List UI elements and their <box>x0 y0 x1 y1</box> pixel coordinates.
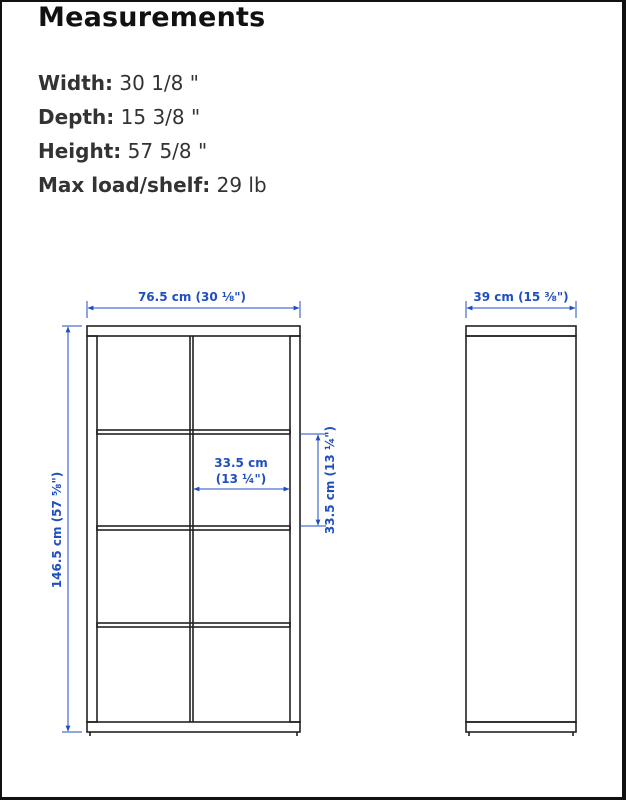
side-panel <box>466 336 576 722</box>
side-view <box>466 326 576 736</box>
spec-value: 57 5/8 " <box>127 139 208 163</box>
side-bottom-panel <box>466 722 576 732</box>
page-title: Measurements <box>38 2 266 33</box>
front-bottom-panel <box>87 722 300 732</box>
spec-label: Width: <box>38 71 114 95</box>
side-top-panel <box>466 326 576 336</box>
spec-label: Depth: <box>38 105 115 129</box>
spec-label: Height: <box>38 139 122 163</box>
front-top-panel <box>87 326 300 336</box>
front-right-side <box>290 336 300 722</box>
compartment-width-label-in: (13 ¼") <box>215 472 267 486</box>
total-height-label: 146.5 cm (57 ⅝") <box>50 471 64 589</box>
front-left-side <box>87 336 97 722</box>
spec-value: 30 1/8 " <box>119 71 199 95</box>
front-width-label: 76.5 cm (30 ⅛") <box>137 290 247 304</box>
compartment-width-label-cm: 33.5 cm <box>214 456 268 470</box>
spec-label: Max load/shelf: <box>38 173 211 197</box>
compartment-height-label: 33.5 cm (13 ¼") <box>323 425 337 535</box>
side-depth-label: 39 cm (15 ⅜") <box>473 290 569 304</box>
front-view <box>87 326 300 736</box>
spec-value: 15 3/8 " <box>120 105 201 129</box>
spec-value: 29 lb <box>216 173 267 197</box>
